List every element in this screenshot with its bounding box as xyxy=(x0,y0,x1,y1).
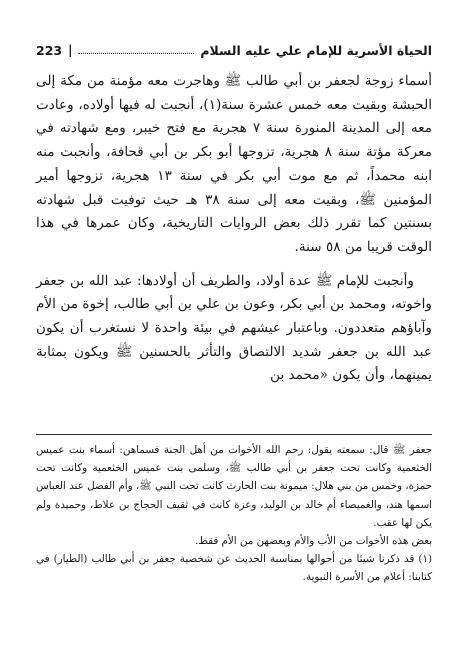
running-title: الحياة الأسرية للإمام علي عليه السلام xyxy=(200,42,432,58)
header-separator: | xyxy=(68,43,73,57)
body-paragraph: وأنجبت للإمام ﷺ عدة أولاد، والطريف أن أولادها: عبد الله بن جعفر واخوته، ومحمد بن أبي بكر، وعون بن علي بن أبي طالب، إخوة من الأم وآباؤهم متعددون. وباعتبار عيشهم في بيئة واحدة لا نستغرب أن يكون عبد الله بن جعفر شديد الالتصاق والتأثر بالحسنين ﷺ ويكون بمثابة يمينهما، وأن يكون «محمد بن xyxy=(36,272,432,384)
footnote-continuation: بعض هذه الأخوات من الأب والأم وبعضهن من الأم فقط. xyxy=(195,535,432,548)
footnotes xyxy=(36,441,432,587)
body-paragraph: أسماء زوجة لجعفر بن أبي طالب ﷺ وهاجرت معه مؤمنة من مكة إلى الحبشة وبقيت معه خمس عشرة سنة(١)، أنجبت له فيها أولاده، وعادت معه إلى المدينة المنورة سنة ٧ هجرية مع فتح خيبر، ومع شهادته في معركة مؤتة سنة ٨ هجرية، تزوجها أبو بكر بن أبي قحافة، وأنجبت منه ابنه محمداً، ثم مع موت أبي بكر في سنة ١٣ هجرية، تزوجها أمير المؤمنين ﷺ، وبقيت معه إلى سنة ٣٨ هـ حيث توفيت قبل شهادته بسنتين كما تقرر ذلك بعض الروايات التاريخية، وكان عمرها في هذا الوقت قريبا من ٥٨ سنة. xyxy=(36,73,433,255)
page-number: 223 xyxy=(36,42,63,58)
running-header xyxy=(36,39,432,61)
main-text xyxy=(36,70,432,388)
footnote-continuation: جعفر ﷺ قال: سمعته يقول: رحم الله الأخوات من أهل الجنة فسماهن: أسماء بنت عميس الخثعمية وكانت تحت جعفر بن أبي طالب ﷺ، وسلمى بنت عميس الخثعمية وكانت تحت حمزة، وخمس من بني هلال: ميمونة بنت الحارث كانت تحت النبي ﷺ، وأم الفضل عند العباس اسمها هند، والغميصاء أم خالد بن الوليد، وعزة كانت في ثقيف الحجاج بن علاط، وحميدة ولم يكن لها عقب. xyxy=(36,444,432,529)
footnote-divider xyxy=(36,434,432,435)
footnote-1: (١) قد ذكرنا شيئا من أحوالها بمناسبة الحديث عن شخصية جعفر بن أبي طالب (الطيار) في كتابنا: أعلام من الأسرة النبوية. xyxy=(36,553,432,584)
leader-dots xyxy=(78,53,194,54)
